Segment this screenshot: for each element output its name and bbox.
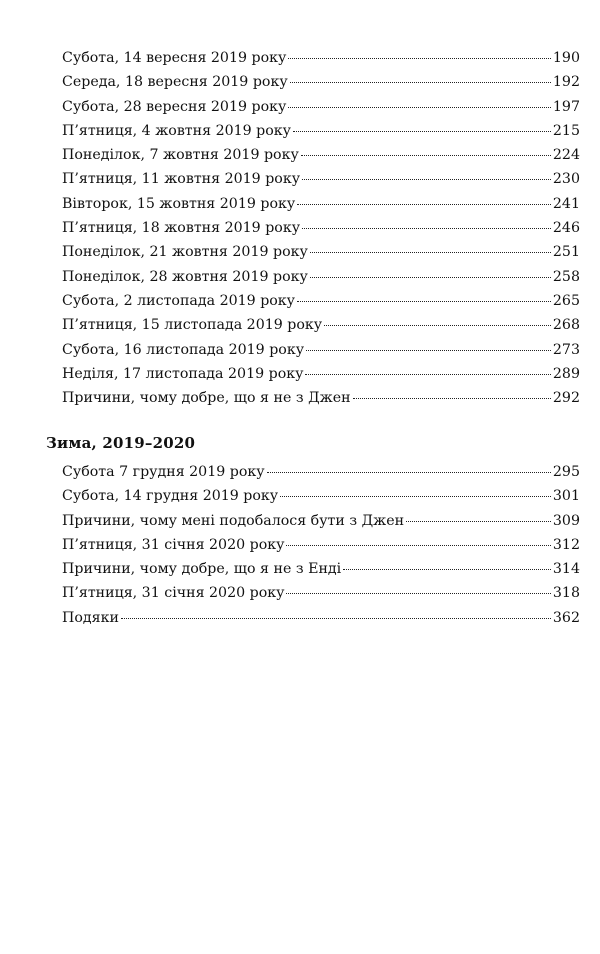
toc-entry[interactable] (62, 460, 580, 484)
toc-entry-page: 289 (552, 365, 580, 382)
toc-entry[interactable] (62, 533, 580, 557)
toc-entry-label: Субота, 16 листопада 2019 року (62, 341, 305, 358)
toc-entry-label: Субота, 2 листопада 2019 року (62, 292, 296, 309)
toc-entry-page: 312 (552, 536, 580, 553)
toc-leader-dots (302, 228, 551, 229)
toc-entry-label: Понеділок, 7 жовтня 2019 року (62, 147, 299, 164)
toc-leader-dots (310, 252, 551, 253)
toc-entry-page: 224 (552, 147, 580, 164)
toc-entry-label: П’ятниця, 31 січня 2020 року (62, 536, 285, 553)
toc-leader-dots (280, 496, 551, 497)
toc-entry-label: Понеділок, 28 жовтня 2019 року (62, 268, 308, 285)
toc-entry[interactable] (62, 386, 580, 410)
toc-list-winter (62, 460, 580, 630)
toc-entry-label: П’ятниця, 11 жовтня 2019 року (62, 171, 301, 188)
toc-entry[interactable] (62, 484, 580, 508)
toc-entry-page: 362 (552, 609, 580, 626)
toc-entry[interactable] (62, 167, 580, 191)
toc-entry-page: 215 (552, 122, 580, 139)
toc-entry[interactable] (62, 313, 580, 337)
toc-leader-dots (286, 593, 550, 594)
toc-leader-dots (297, 204, 551, 205)
toc-entry-label: Субота 7 грудня 2019 року (62, 464, 265, 480)
toc-leader-dots (288, 58, 551, 59)
toc-leader-dots (267, 472, 551, 473)
toc-entry[interactable] (62, 362, 580, 386)
toc-entry[interactable] (62, 289, 580, 313)
toc-leader-dots (290, 82, 551, 83)
toc-leader-dots (121, 618, 551, 619)
toc-entry[interactable] (62, 119, 580, 143)
toc-entry-label: П’ятниця, 4 жовтня 2019 року (62, 122, 292, 139)
toc-entry-page: 295 (552, 464, 580, 480)
toc-entry-label: Субота, 28 вересня 2019 року (62, 98, 287, 115)
toc-entry-page: 258 (552, 268, 580, 285)
toc-entry-page: 292 (552, 390, 580, 407)
toc-entry[interactable] (62, 143, 580, 167)
toc-leader-dots (301, 155, 551, 156)
section-heading: Зима, 2019–2020 (46, 434, 196, 452)
toc-entry-label: Причини, чому добре, що я не з Енді (62, 561, 342, 578)
toc-entry-page: 273 (552, 341, 580, 358)
toc-entry[interactable] (62, 265, 580, 289)
toc-leader-dots (324, 325, 551, 326)
toc-leader-dots (353, 398, 551, 399)
toc-entry-label: П’ятниця, 31 січня 2020 року (62, 585, 285, 602)
toc-entry-page: 301 (552, 488, 580, 505)
toc-leader-dots (306, 350, 551, 351)
toc-entry[interactable] (62, 606, 580, 630)
toc-entry-page: 314 (552, 561, 580, 578)
toc-leader-dots (343, 569, 551, 570)
toc-entry-page: 318 (552, 585, 580, 602)
toc-entry-label: Неділя, 17 листопада 2019 року (62, 365, 304, 382)
toc-leader-dots (293, 131, 551, 132)
toc-entry[interactable] (62, 557, 580, 581)
toc-leader-dots (297, 301, 551, 302)
toc-entry-label: Вівторок, 15 жовтня 2019 року (62, 195, 296, 212)
toc-entry-label: П’ятниця, 15 листопада 2019 року (62, 317, 323, 334)
toc-entry-page: 192 (552, 74, 580, 91)
toc-entry-label: Подяки (62, 609, 119, 626)
toc-entry-label: Субота, 14 вересня 2019 року (62, 50, 287, 66)
toc-leader-dots (286, 545, 550, 546)
toc-entry-page: 197 (552, 98, 580, 115)
toc-entry-label: Понеділок, 21 жовтня 2019 року (62, 244, 308, 261)
toc-entry[interactable] (62, 216, 580, 240)
toc-entry-label: Середа, 18 вересня 2019 року (62, 74, 288, 91)
toc-leader-dots (305, 374, 550, 375)
toc-list-autumn (62, 46, 580, 410)
toc-entry[interactable] (62, 581, 580, 605)
toc-entry[interactable] (62, 338, 580, 362)
toc-entry-label: Причини, чому мені подобалося бути з Джен (62, 512, 405, 529)
toc-entry[interactable] (62, 95, 580, 119)
toc-entry-page: 251 (552, 244, 580, 261)
toc-leader-dots (302, 179, 551, 180)
toc-entry-page: 265 (552, 292, 580, 309)
toc-entry[interactable] (62, 509, 580, 533)
toc-entry[interactable] (62, 46, 580, 70)
toc-entry-label: Причини, чому добре, що я не з Джен (62, 390, 351, 407)
toc-entry-page: 268 (552, 317, 580, 334)
toc-entry-label: Субота, 14 грудня 2019 року (62, 488, 279, 505)
toc-entry[interactable] (62, 240, 580, 264)
toc-leader-dots (310, 277, 551, 278)
toc-entry[interactable] (62, 192, 580, 216)
toc-entry-page: 241 (552, 195, 580, 212)
toc-entry-page: 309 (552, 512, 580, 529)
toc-entry-page: 190 (552, 50, 580, 66)
toc-entry-label: П’ятниця, 18 жовтня 2019 року (62, 220, 301, 237)
toc-entry-page: 246 (552, 220, 580, 237)
toc-leader-dots (406, 521, 551, 522)
toc-entry-page: 230 (552, 171, 580, 188)
toc-entry[interactable] (62, 70, 580, 94)
toc-leader-dots (288, 107, 551, 108)
